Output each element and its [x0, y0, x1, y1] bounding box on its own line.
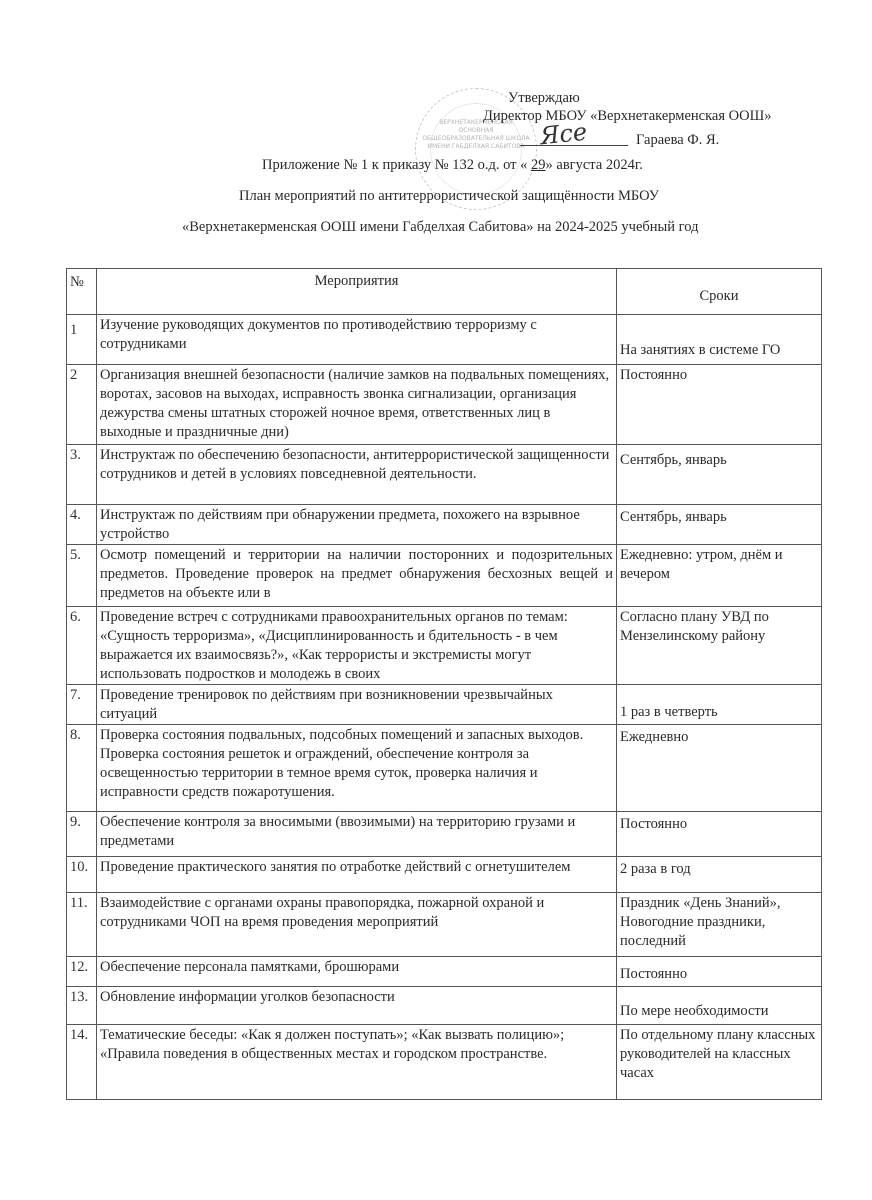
row-term: Постоянно: [617, 957, 822, 987]
row-term: Ежедневно: [617, 725, 822, 812]
table-row: [67, 857, 822, 893]
row-term: Сентябрь, январь: [617, 445, 822, 505]
row-event: Взаимодействие с органами охраны правопорядка, пожарной охраной и сотрудниками ЧОП на время проведения мероприятий: [97, 893, 617, 957]
director-title: Директор МБОУ «Верхнетакерменская ООШ»: [483, 108, 772, 124]
row-number: 9.: [67, 812, 97, 857]
table-row: [67, 987, 822, 1025]
row-event: Проверка состояния подвальных, подсобных помещений и запасных выходов. Проверка состояния решеток и ограждений, обеспечение контроля за освещенностью территории в темное время суток, проверка наличия и исправности средств пожаротушения.: [97, 725, 617, 812]
appendix-suffix: » августа 2024г.: [545, 157, 643, 173]
row-term: Сентябрь, январь: [617, 505, 822, 545]
row-number: 3.: [67, 445, 97, 505]
row-event-text: Осмотр помещений и территории на наличии посторонних и подозрительных предметов. Проведение проверок на предмет обнаружения бесхозных вещей и предметов на объекте или в: [100, 547, 613, 601]
table-row: [67, 545, 822, 607]
row-event: Обеспечение контроля за вносимыми (ввозимыми) на территорию грузами и предметами: [97, 812, 617, 857]
row-number: 10.: [67, 857, 97, 893]
row-number: 8.: [67, 725, 97, 812]
table-row: [67, 725, 822, 812]
approve-label: Утверждаю: [508, 90, 580, 106]
row-term: Праздник «День Знаний», Новогодние праздники, последний: [617, 893, 822, 957]
plan-title-line-2: «Верхнетакерменская ООШ имени Габделхая Сабитова» на 2024-2025 учебный год: [182, 219, 699, 235]
plan-title-line-1: План мероприятий по антитеррористической защищённости МБОУ: [239, 188, 660, 204]
events-table: [66, 268, 822, 1100]
row-term: 2 раза в год: [617, 857, 822, 893]
row-number: 4.: [67, 505, 97, 545]
row-term: Постоянно: [617, 365, 822, 445]
row-number: 14.: [67, 1025, 97, 1100]
row-number: 5.: [67, 545, 97, 607]
table-row: [67, 445, 822, 505]
director-name: Гараева Ф. Я.: [636, 132, 720, 148]
table-header-row: [67, 269, 822, 315]
col-header-number: №: [67, 269, 97, 315]
col-header-terms: Сроки: [617, 269, 822, 315]
table-row: [67, 315, 822, 365]
appendix-day: 29: [531, 157, 546, 173]
row-term: Ежедневно: утром, днём и вечером: [617, 545, 822, 607]
row-event: Изучение руководящих документов по противодействию терроризму с сотрудниками: [97, 315, 617, 365]
row-number: 13.: [67, 987, 97, 1025]
row-term: По отдельному плану классных руководителей на классных часах: [617, 1025, 822, 1100]
row-event-text: Проведение тренировок по действиям при возникновении чрезвычайных ситуаций: [100, 687, 553, 722]
row-event: Организация внешней безопасности (наличие замков на подвальных помещениях, воротах, засовов на выходах, исправность звонка сигнализации, организация дежурства смены штатных сторожей ночное время, ответственных лиц в выходные и праздничные дни): [97, 365, 617, 445]
row-event: [97, 607, 617, 685]
row-term: Согласно плану УВД по Мензелинскому району: [617, 607, 822, 685]
table-row: [67, 893, 822, 957]
row-event: Тематические беседы: «Как я должен поступать»; «Как вызвать полицию»; «Правила поведения в общественных местах и городском пространстве.: [97, 1025, 617, 1100]
row-event: Проведение практического занятия по отработке действий с огнетушителем: [97, 857, 617, 893]
row-event: Инструктаж по обеспечению безопасности, антитеррористической защищенности сотрудников и детей в условиях повседневной деятельности.: [97, 445, 617, 505]
director-signature: Ясе: [538, 117, 589, 151]
row-number: 12.: [67, 957, 97, 987]
table-row: [67, 685, 822, 725]
appendix-line: [262, 157, 643, 174]
table-row: [67, 812, 822, 857]
row-number: 11.: [67, 893, 97, 957]
row-event: [97, 685, 617, 725]
signature-line: [520, 145, 628, 146]
row-event-text: Проведение встреч с сотрудниками правоохранительных органов по темам: «Сущность терроризма», «Дисциплинированность и бдительность - в чем выражается их взаимосвязь?», «Как террористы и экстремисты могут использовать подростков и молодежь в своих: [100, 609, 568, 682]
appendix-prefix: Приложение № 1 к приказу № 132 о.д. от «: [262, 157, 532, 173]
row-number: 1: [67, 315, 97, 365]
row-term: На занятиях в системе ГО: [617, 315, 822, 365]
row-term: 1 раз в четверть: [617, 685, 822, 725]
row-event: [97, 545, 617, 607]
table-row: [67, 957, 822, 987]
table-row: [67, 607, 822, 685]
row-number: 2: [67, 365, 97, 445]
table-row: [67, 365, 822, 445]
row-event: Обновление информации уголков безопасности: [97, 987, 617, 1025]
table-row: [67, 1025, 822, 1100]
row-term: Постоянно: [617, 812, 822, 857]
col-header-events: Мероприятия: [97, 269, 617, 315]
row-term: По мере необходимости: [617, 987, 822, 1025]
row-event: Обеспечение персонала памятками, брошюрами: [97, 957, 617, 987]
stamp-text: ВЕРХНЕТАКЕРМЕНСКАЯ ОСНОВНАЯ ОБЩЕОБРАЗОВАТЕЛЬНАЯ ШКОЛА ИМЕНИ ГАБДЕЛХАЯ САБИТОВА: [422, 119, 530, 150]
row-number: 7.: [67, 685, 97, 725]
table-row: [67, 505, 822, 545]
row-number: 6.: [67, 607, 97, 685]
row-event: Инструктаж по действиям при обнаружении предмета, похожего на взрывное устройство: [97, 505, 617, 545]
